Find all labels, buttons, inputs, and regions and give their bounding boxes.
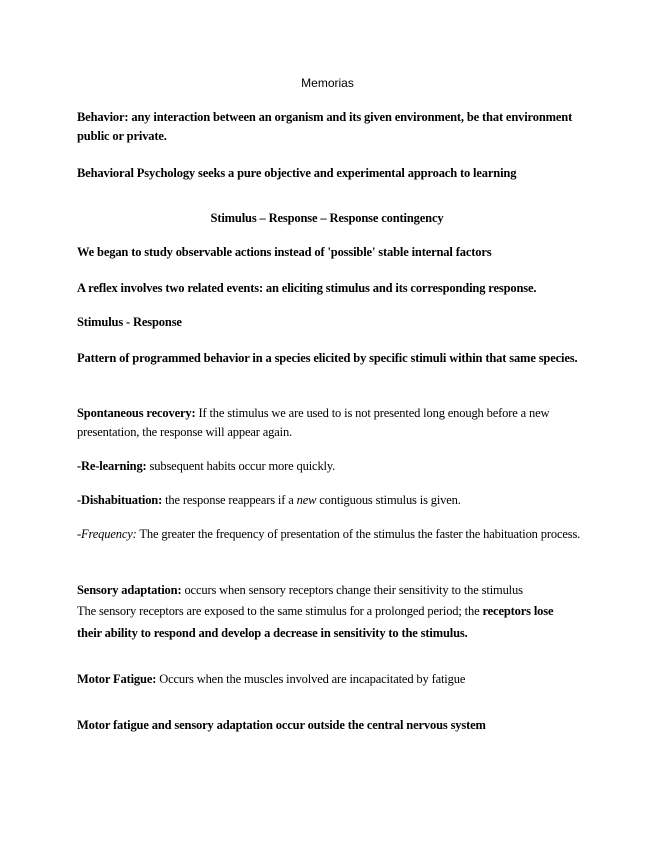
sensory-receptors-bold: receptors lose their ability to respond and develop a decrease in sensitivity to the stimulus. <box>77 604 554 640</box>
motor-fatigue-cns-statement: Motor fatigue and sensory adaptation occur outside the central nervous system <box>77 718 486 732</box>
frequency-text: The greater the frequency of presentation of the stimulus the faster the habituation process. <box>136 527 581 541</box>
dishabituation-emphasis: new <box>296 493 317 507</box>
stimulus-response-heading: Stimulus – Response – Response contingency <box>210 211 444 225</box>
relearning-label: -Re-learning: <box>77 459 147 473</box>
frequency-paragraph <box>77 525 581 544</box>
stimulus-response-line: Stimulus - Response <box>77 315 182 329</box>
motor-fatigue-label: Motor Fatigue: <box>77 672 157 686</box>
motor-fatigue-text: Occurs when the muscles involved are incapacitated by fatigue <box>156 672 466 686</box>
relearning-text: subsequent habits occur more quickly. <box>146 459 336 473</box>
sensory-receptors-text: The sensory receptors are exposed to the same stimulus for a prolonged period; the <box>77 604 483 618</box>
reflex-statement: A reflex involves two related events: an eliciting stimulus and its corresponding response. <box>77 281 537 295</box>
frequency-label: -Frequency: <box>77 527 137 541</box>
sensory-adaptation-label: Sensory adaptation: <box>77 583 182 597</box>
programmed-behavior-statement: Pattern of programmed behavior in a species elicited by specific stimuli within that same species. <box>77 351 578 365</box>
spontaneous-recovery-label: Spontaneous recovery: <box>77 406 196 420</box>
spontaneous-recovery-paragraph <box>77 404 581 442</box>
dishabituation-text-b: contiguous stimulus is given. <box>316 493 461 507</box>
behavior-definition: Behavior: any interaction between an organism and its given environment, be that environment public or private. <box>77 110 573 143</box>
spontaneous-recovery-text: If the stimulus we are used to is not presented long enough before a new presentation, the response will appear again. <box>77 406 550 439</box>
observable-actions-statement: We began to study observable actions instead of 'possible' stable internal factors <box>77 245 492 259</box>
relearning-paragraph <box>77 457 581 476</box>
sensory-receptors-paragraph <box>77 600 581 644</box>
document-title: Memorias <box>301 76 354 90</box>
dishabituation-text-a: the response reappears if a <box>162 493 297 507</box>
sensory-adaptation-paragraph <box>77 581 581 600</box>
behavioral-psychology-statement: Behavioral Psychology seeks a pure objective and experimental approach to learning <box>77 166 517 180</box>
motor-fatigue-paragraph <box>77 670 581 689</box>
sensory-adaptation-text: occurs when sensory receptors change their sensitivity to the stimulus <box>181 583 523 597</box>
dishabituation-label: -Dishabituation: <box>77 493 163 507</box>
dishabituation-paragraph <box>77 491 581 510</box>
